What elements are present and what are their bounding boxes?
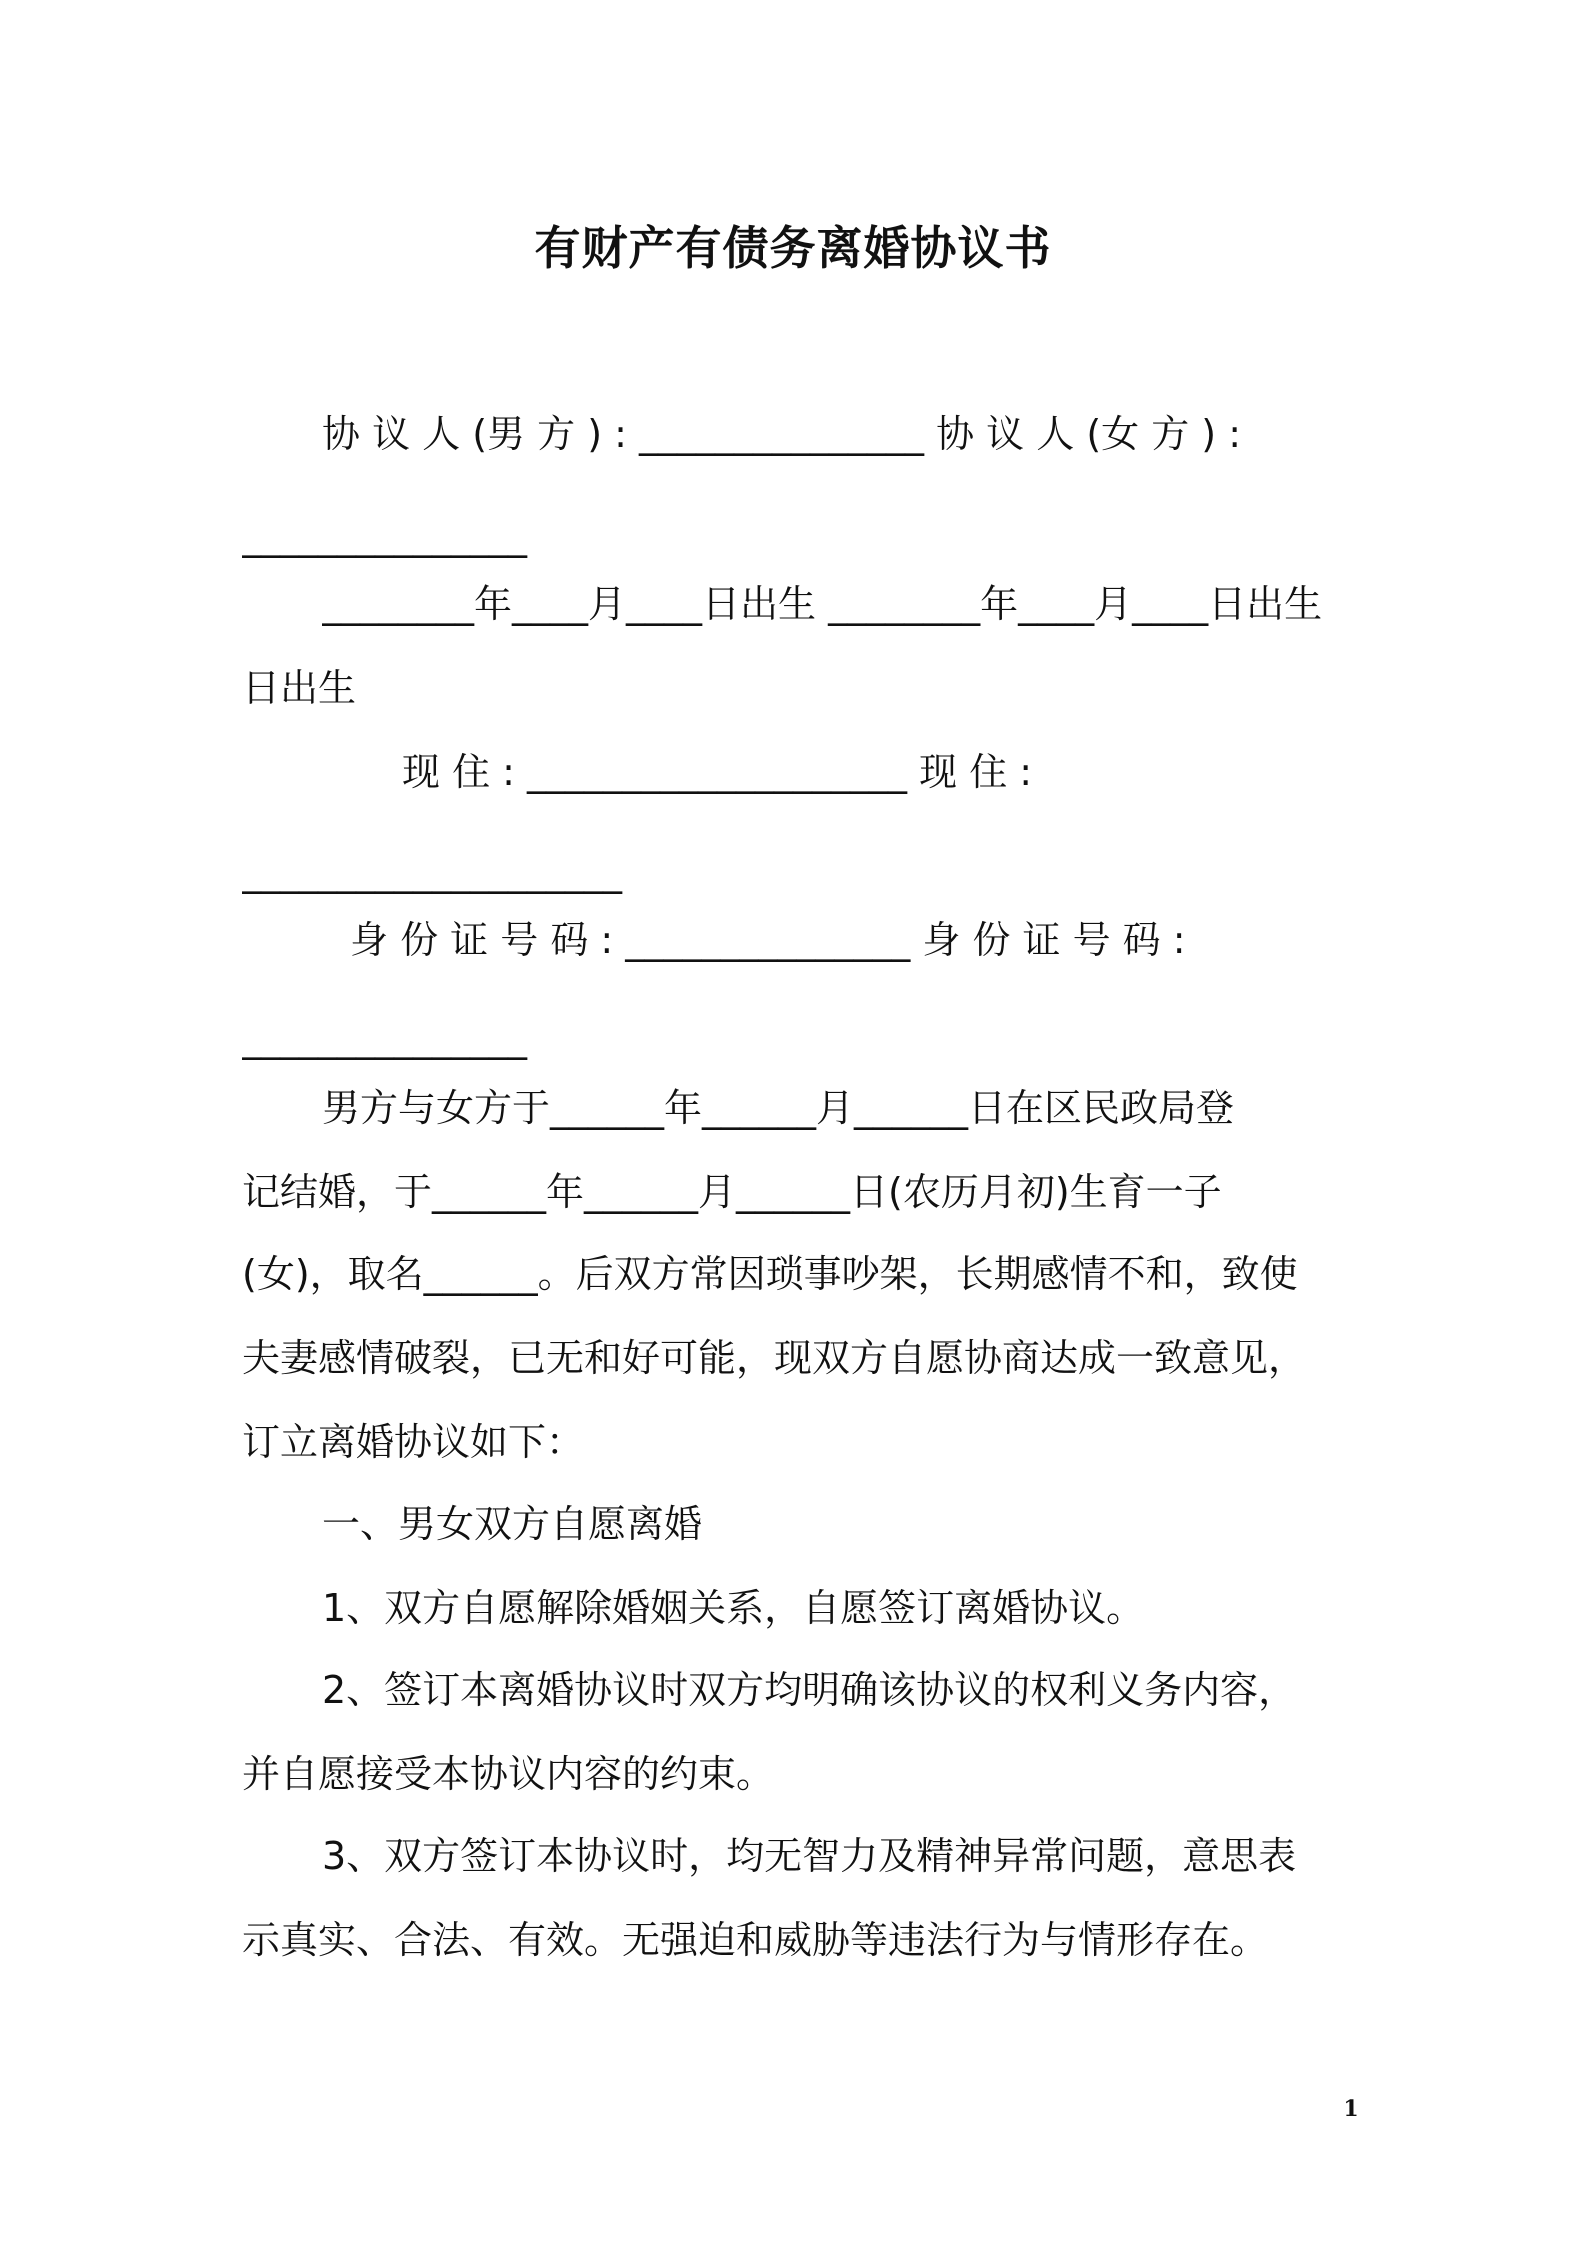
clause-continuation: 并自愿接受本协议内容的约束。 <box>242 1752 775 1796</box>
paragraph-line: 男方与女方于______年______月______日在区民政局登 <box>322 1086 1235 1130</box>
section-heading: 一、男女双方自愿离婚 <box>322 1502 703 1546</box>
clause-continuation: 示真实、合法、有效。无强迫和威胁等违法行为与情形存在。 <box>242 1918 1269 1962</box>
birth-date-line: ________年____月____日出生 ________年____月____日出生 <box>322 582 1323 626</box>
clause-item: 3、双方签订本协议时，均无智力及精神异常问题，意思表 <box>322 1834 1297 1878</box>
paragraph-line: 订立离婚协议如下： <box>242 1420 585 1464</box>
id-number-line: 身 份 证 号 码 : _______________ 身 份 证 号 码 : <box>350 918 1186 962</box>
residence-line: 现 住 : ____________________ 现 住 : <box>402 750 1033 794</box>
residence-blank: ____________________ <box>242 850 622 894</box>
paragraph-line: (女)，取名______。后双方常因琐事吵架，长期感情不和，致使 <box>242 1252 1298 1296</box>
party-male-line: 协 议 人 (男 方 ) : _______________ 协 议 人 (女 方 ) : <box>322 412 1242 456</box>
paragraph-line: 记结婚，于______年______月______日(农历月初)生育一子 <box>242 1170 1222 1214</box>
document-title: 有财产有债务离婚协议书 <box>534 221 1052 275</box>
page-number: 1 <box>1343 2096 1359 2122</box>
party-female-blank: _______________ <box>242 514 527 558</box>
id-number-blank: _______________ <box>242 1016 527 1060</box>
paragraph-line: 夫妻感情破裂，已无和好可能，现双方自愿协商达成一致意见， <box>242 1336 1307 1380</box>
clause-item: 1、双方自愿解除婚姻关系，自愿签订离婚协议。 <box>322 1586 1145 1630</box>
birth-date-continuation: 日出生 <box>242 666 357 710</box>
clause-item: 2、签订本离婚协议时双方均明确该协议的权利义务内容， <box>322 1668 1297 1712</box>
